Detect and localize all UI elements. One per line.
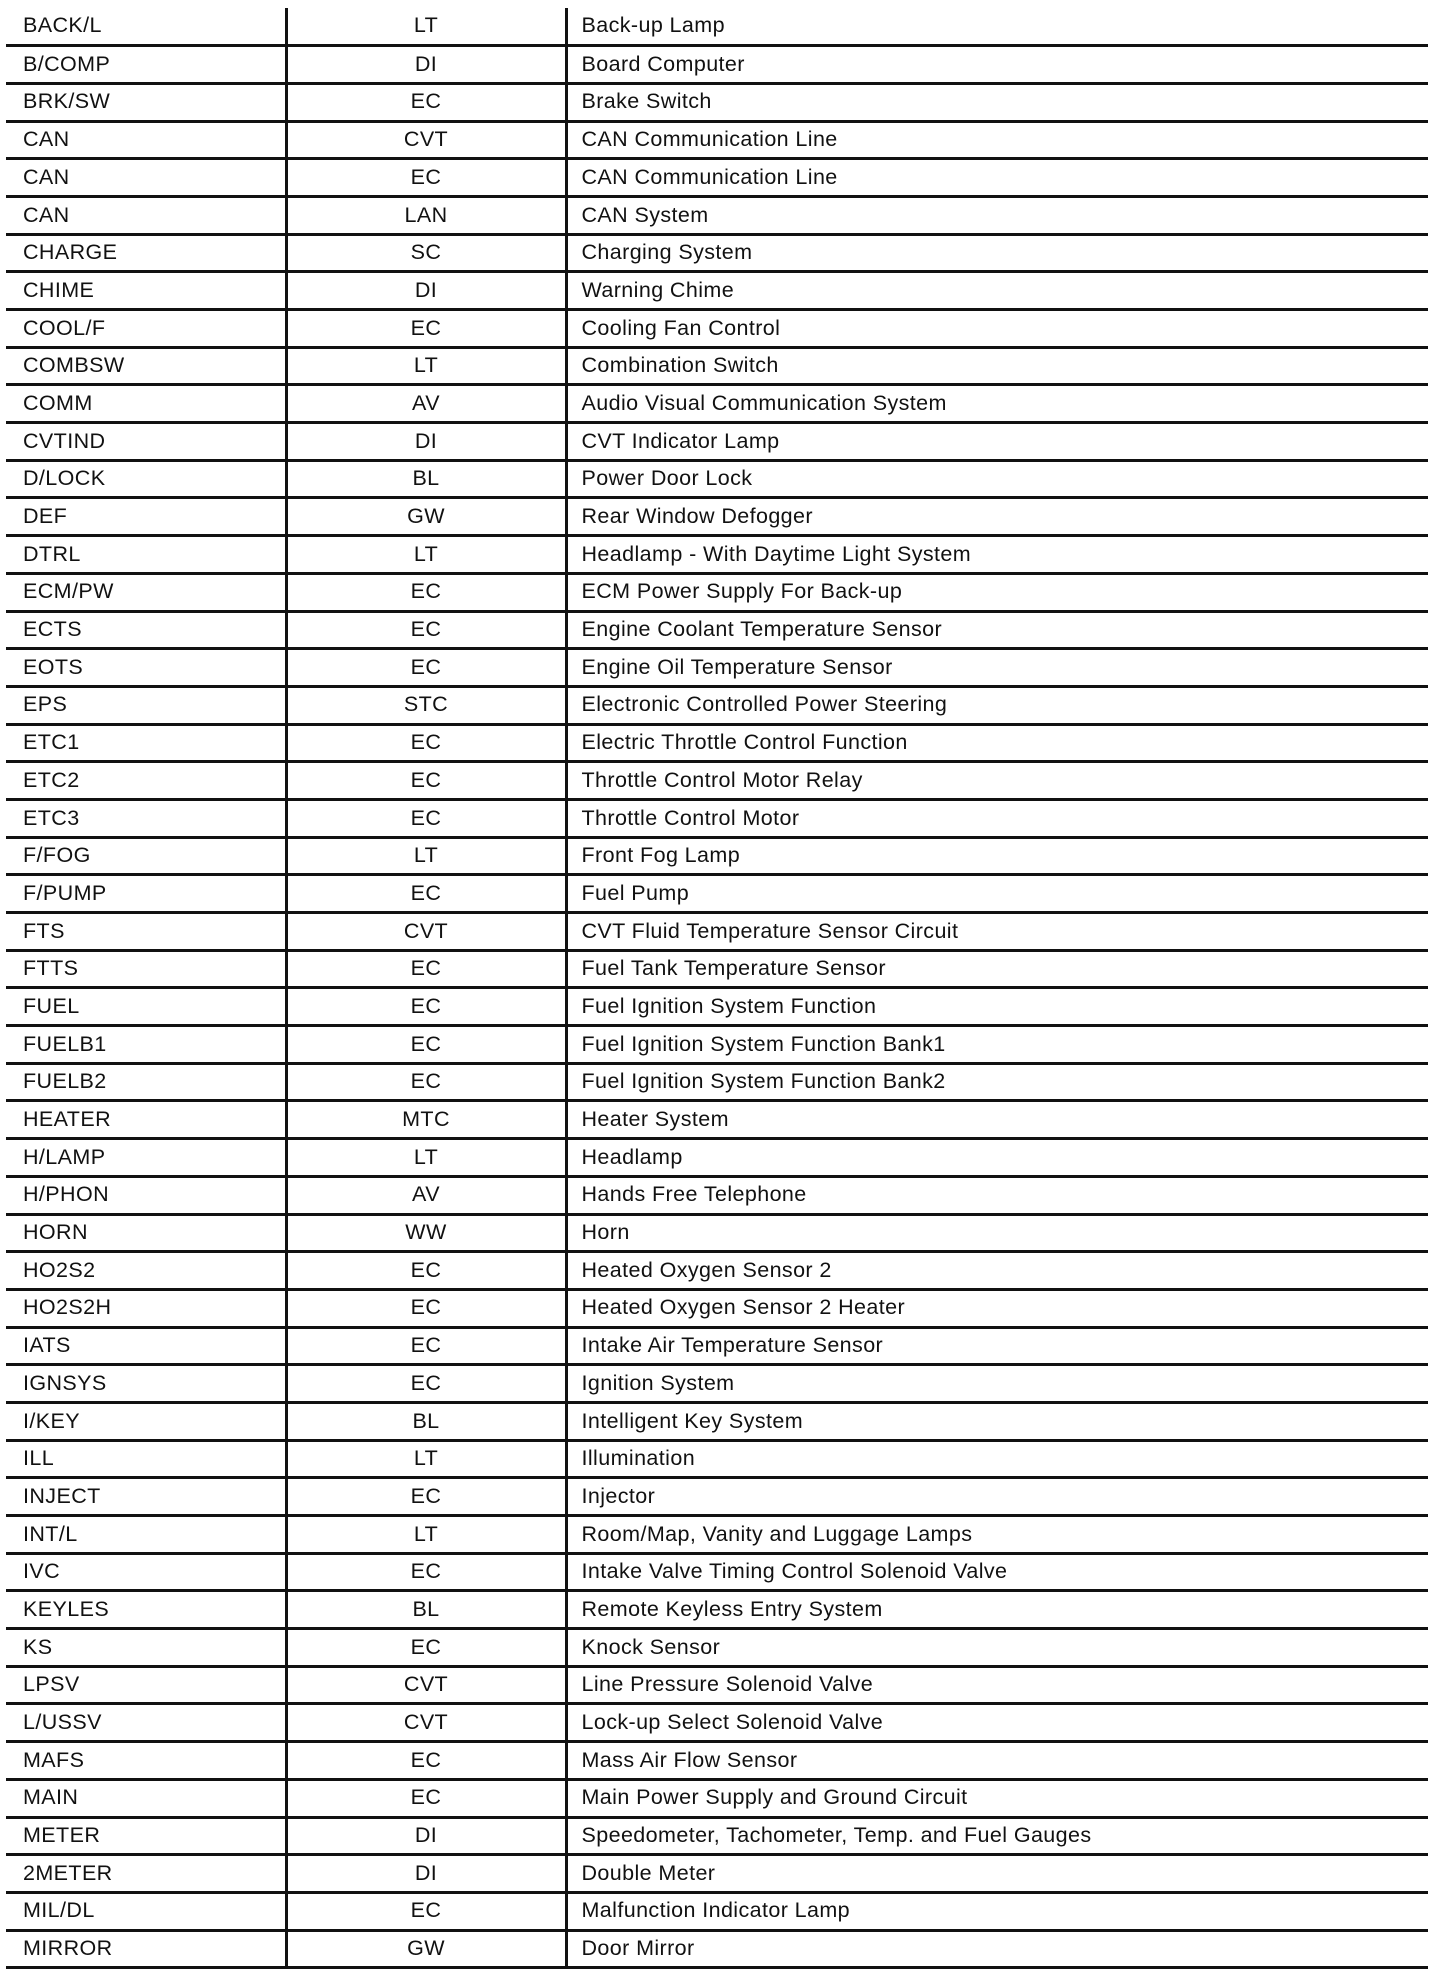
table-row (6, 347, 1428, 385)
code-cell: FTS (6, 913, 286, 951)
code-cell: COMM (6, 385, 286, 423)
code-cell: D/LOCK (6, 460, 286, 498)
table-row (6, 573, 1428, 611)
section-cell: SC (286, 234, 566, 272)
description-cell: CAN System (566, 196, 1428, 234)
description-cell: Fuel Ignition System Function Bank2 (566, 1063, 1428, 1101)
section-cell: EC (286, 83, 566, 121)
description-cell: Main Power Supply and Ground Circuit (566, 1779, 1428, 1817)
section-cell: EC (286, 1365, 566, 1403)
section-cell: EC (286, 611, 566, 649)
section-cell: STC (286, 686, 566, 724)
code-cell: LPSV (6, 1666, 286, 1704)
description-cell: Heated Oxygen Sensor 2 Heater (566, 1289, 1428, 1327)
table-row (6, 1591, 1428, 1629)
table-row (6, 1026, 1428, 1064)
description-cell: Heated Oxygen Sensor 2 (566, 1252, 1428, 1290)
code-cell: ETC1 (6, 724, 286, 762)
table-row (6, 913, 1428, 951)
section-cell: EC (286, 1779, 566, 1817)
description-cell: Electric Throttle Control Function (566, 724, 1428, 762)
section-cell: AV (286, 1176, 566, 1214)
code-cell: METER (6, 1817, 286, 1855)
table-row (6, 762, 1428, 800)
description-cell: ECM Power Supply For Back-up (566, 573, 1428, 611)
section-cell: DI (286, 272, 566, 310)
section-cell: EC (286, 573, 566, 611)
description-cell: Intelligent Key System (566, 1402, 1428, 1440)
code-cell: MIRROR (6, 1930, 286, 1968)
description-cell: Ignition System (566, 1365, 1428, 1403)
table-row (6, 837, 1428, 875)
code-cell: L/USSV (6, 1704, 286, 1742)
table-row (6, 649, 1428, 687)
section-cell: DI (286, 46, 566, 84)
table-row (6, 196, 1428, 234)
section-cell: DI (286, 423, 566, 461)
table-row (6, 1779, 1428, 1817)
description-cell: Engine Coolant Temperature Sensor (566, 611, 1428, 649)
wiring-code-table (6, 8, 1428, 1969)
table-row (6, 1289, 1428, 1327)
table-row (6, 1704, 1428, 1742)
section-cell: DI (286, 1855, 566, 1893)
section-cell: DI (286, 1817, 566, 1855)
table-row (6, 1629, 1428, 1667)
code-cell: KEYLES (6, 1591, 286, 1629)
table-row (6, 724, 1428, 762)
code-cell: INT/L (6, 1516, 286, 1554)
section-cell: EC (286, 1478, 566, 1516)
table-row (6, 1440, 1428, 1478)
table-row (6, 611, 1428, 649)
table-row (6, 1666, 1428, 1704)
code-cell: ILL (6, 1440, 286, 1478)
code-cell: B/COMP (6, 46, 286, 84)
table-row (6, 1063, 1428, 1101)
section-cell: MTC (286, 1101, 566, 1139)
table-row (6, 1855, 1428, 1893)
section-cell: EC (286, 1553, 566, 1591)
description-cell: CAN Communication Line (566, 159, 1428, 197)
description-cell: Rear Window Defogger (566, 498, 1428, 536)
description-cell: Audio Visual Communication System (566, 385, 1428, 423)
section-cell: EC (286, 1063, 566, 1101)
code-cell: MAFS (6, 1742, 286, 1780)
table-row (6, 1252, 1428, 1290)
description-cell: Knock Sensor (566, 1629, 1428, 1667)
description-cell: Fuel Pump (566, 875, 1428, 913)
code-cell: BACK/L (6, 8, 286, 46)
section-cell: EC (286, 310, 566, 348)
section-cell: CVT (286, 1666, 566, 1704)
code-cell: ETC3 (6, 799, 286, 837)
description-cell: Hands Free Telephone (566, 1176, 1428, 1214)
description-cell: Warning Chime (566, 272, 1428, 310)
table-row (6, 8, 1428, 46)
code-cell: HO2S2 (6, 1252, 286, 1290)
table-row (6, 1930, 1428, 1968)
table-row (6, 799, 1428, 837)
section-cell: GW (286, 498, 566, 536)
code-cell: COMBSW (6, 347, 286, 385)
description-cell: Heater System (566, 1101, 1428, 1139)
description-cell: CVT Fluid Temperature Sensor Circuit (566, 913, 1428, 951)
table-row (6, 988, 1428, 1026)
code-cell: DEF (6, 498, 286, 536)
code-cell: CAN (6, 196, 286, 234)
table-row (6, 1892, 1428, 1930)
code-cell: COOL/F (6, 310, 286, 348)
section-cell: EC (286, 1629, 566, 1667)
code-cell: FUEL (6, 988, 286, 1026)
table-row (6, 159, 1428, 197)
code-cell: FTTS (6, 950, 286, 988)
description-cell: Brake Switch (566, 83, 1428, 121)
section-cell: EC (286, 762, 566, 800)
description-cell: Power Door Lock (566, 460, 1428, 498)
code-cell: F/PUMP (6, 875, 286, 913)
description-cell: Board Computer (566, 46, 1428, 84)
code-cell: ETC2 (6, 762, 286, 800)
table-row (6, 1516, 1428, 1554)
table-row (6, 1742, 1428, 1780)
code-cell: 2METER (6, 1855, 286, 1893)
code-cell: EOTS (6, 649, 286, 687)
code-cell: FUELB2 (6, 1063, 286, 1101)
description-cell: Door Mirror (566, 1930, 1428, 1968)
code-cell: ECTS (6, 611, 286, 649)
description-cell: Cooling Fan Control (566, 310, 1428, 348)
section-cell: EC (286, 1252, 566, 1290)
description-cell: Malfunction Indicator Lamp (566, 1892, 1428, 1930)
table-row (6, 385, 1428, 423)
code-cell: I/KEY (6, 1402, 286, 1440)
code-cell: DTRL (6, 536, 286, 574)
description-cell: Fuel Ignition System Function Bank1 (566, 1026, 1428, 1064)
description-cell: Throttle Control Motor (566, 799, 1428, 837)
description-cell: Intake Valve Timing Control Solenoid Valve (566, 1553, 1428, 1591)
description-cell: Throttle Control Motor Relay (566, 762, 1428, 800)
section-cell: EC (286, 950, 566, 988)
section-cell: LT (286, 1516, 566, 1554)
table-row (6, 83, 1428, 121)
code-cell: CHARGE (6, 234, 286, 272)
table-row (6, 1478, 1428, 1516)
description-cell: Fuel Tank Temperature Sensor (566, 950, 1428, 988)
description-cell: Intake Air Temperature Sensor (566, 1327, 1428, 1365)
section-cell: EC (286, 1327, 566, 1365)
description-cell: Room/Map, Vanity and Luggage Lamps (566, 1516, 1428, 1554)
description-cell: Charging System (566, 234, 1428, 272)
table-row (6, 1365, 1428, 1403)
code-cell: IGNSYS (6, 1365, 286, 1403)
section-cell: EC (286, 724, 566, 762)
code-cell: HO2S2H (6, 1289, 286, 1327)
table-row (6, 536, 1428, 574)
table-row (6, 423, 1428, 461)
table-row (6, 234, 1428, 272)
section-cell: EC (286, 1892, 566, 1930)
table-row (6, 1139, 1428, 1177)
code-cell: CAN (6, 121, 286, 159)
section-cell: EC (286, 799, 566, 837)
description-cell: Illumination (566, 1440, 1428, 1478)
code-cell: HEATER (6, 1101, 286, 1139)
table-row (6, 121, 1428, 159)
code-cell: CVTIND (6, 423, 286, 461)
table-row (6, 1176, 1428, 1214)
code-cell: F/FOG (6, 837, 286, 875)
code-cell: BRK/SW (6, 83, 286, 121)
description-cell: Front Fog Lamp (566, 837, 1428, 875)
section-cell: LT (286, 1139, 566, 1177)
section-cell: EC (286, 649, 566, 687)
description-cell: Engine Oil Temperature Sensor (566, 649, 1428, 687)
description-cell: Injector (566, 1478, 1428, 1516)
description-cell: Fuel Ignition System Function (566, 988, 1428, 1026)
section-cell: EC (286, 1742, 566, 1780)
section-cell: LT (286, 536, 566, 574)
section-cell: LT (286, 347, 566, 385)
section-cell: EC (286, 988, 566, 1026)
table-row (6, 1553, 1428, 1591)
table-row (6, 1402, 1428, 1440)
code-cell: CHIME (6, 272, 286, 310)
table-row (6, 46, 1428, 84)
description-cell: Lock-up Select Solenoid Valve (566, 1704, 1428, 1742)
section-cell: EC (286, 875, 566, 913)
code-cell: FUELB1 (6, 1026, 286, 1064)
table-row (6, 1327, 1428, 1365)
table-row (6, 1214, 1428, 1252)
section-cell: LT (286, 1440, 566, 1478)
code-cell: HORN (6, 1214, 286, 1252)
description-cell: Headlamp - With Daytime Light System (566, 536, 1428, 574)
section-cell: BL (286, 1591, 566, 1629)
code-cell: ECM/PW (6, 573, 286, 611)
description-cell: Electronic Controlled Power Steering (566, 686, 1428, 724)
code-cell: CAN (6, 159, 286, 197)
table-row (6, 272, 1428, 310)
table-row (6, 875, 1428, 913)
description-cell: Headlamp (566, 1139, 1428, 1177)
description-cell: Horn (566, 1214, 1428, 1252)
section-cell: CVT (286, 1704, 566, 1742)
description-cell: Line Pressure Solenoid Valve (566, 1666, 1428, 1704)
description-cell: CVT Indicator Lamp (566, 423, 1428, 461)
code-cell: MIL/DL (6, 1892, 286, 1930)
section-cell: EC (286, 1026, 566, 1064)
table-row (6, 686, 1428, 724)
section-cell: BL (286, 460, 566, 498)
code-cell: MAIN (6, 1779, 286, 1817)
description-cell: Remote Keyless Entry System (566, 1591, 1428, 1629)
section-cell: LT (286, 8, 566, 46)
section-cell: WW (286, 1214, 566, 1252)
section-cell: CVT (286, 121, 566, 159)
description-cell: Mass Air Flow Sensor (566, 1742, 1428, 1780)
code-cell: H/PHON (6, 1176, 286, 1214)
description-cell: Combination Switch (566, 347, 1428, 385)
table-row (6, 950, 1428, 988)
description-cell: CAN Communication Line (566, 121, 1428, 159)
table-row (6, 460, 1428, 498)
code-cell: H/LAMP (6, 1139, 286, 1177)
code-cell: INJECT (6, 1478, 286, 1516)
section-cell: BL (286, 1402, 566, 1440)
description-cell: Speedometer, Tachometer, Temp. and Fuel Gauges (566, 1817, 1428, 1855)
section-cell: LAN (286, 196, 566, 234)
code-cell: KS (6, 1629, 286, 1667)
description-cell: Back-up Lamp (566, 8, 1428, 46)
section-cell: EC (286, 159, 566, 197)
table-row (6, 498, 1428, 536)
description-cell: Double Meter (566, 1855, 1428, 1893)
code-cell: IATS (6, 1327, 286, 1365)
section-cell: CVT (286, 913, 566, 951)
table-row (6, 1817, 1428, 1855)
code-cell: EPS (6, 686, 286, 724)
table-row (6, 310, 1428, 348)
section-cell: EC (286, 1289, 566, 1327)
section-cell: GW (286, 1930, 566, 1968)
table-body (6, 8, 1428, 1968)
section-cell: LT (286, 837, 566, 875)
code-cell: IVC (6, 1553, 286, 1591)
table-row (6, 1101, 1428, 1139)
section-cell: AV (286, 385, 566, 423)
